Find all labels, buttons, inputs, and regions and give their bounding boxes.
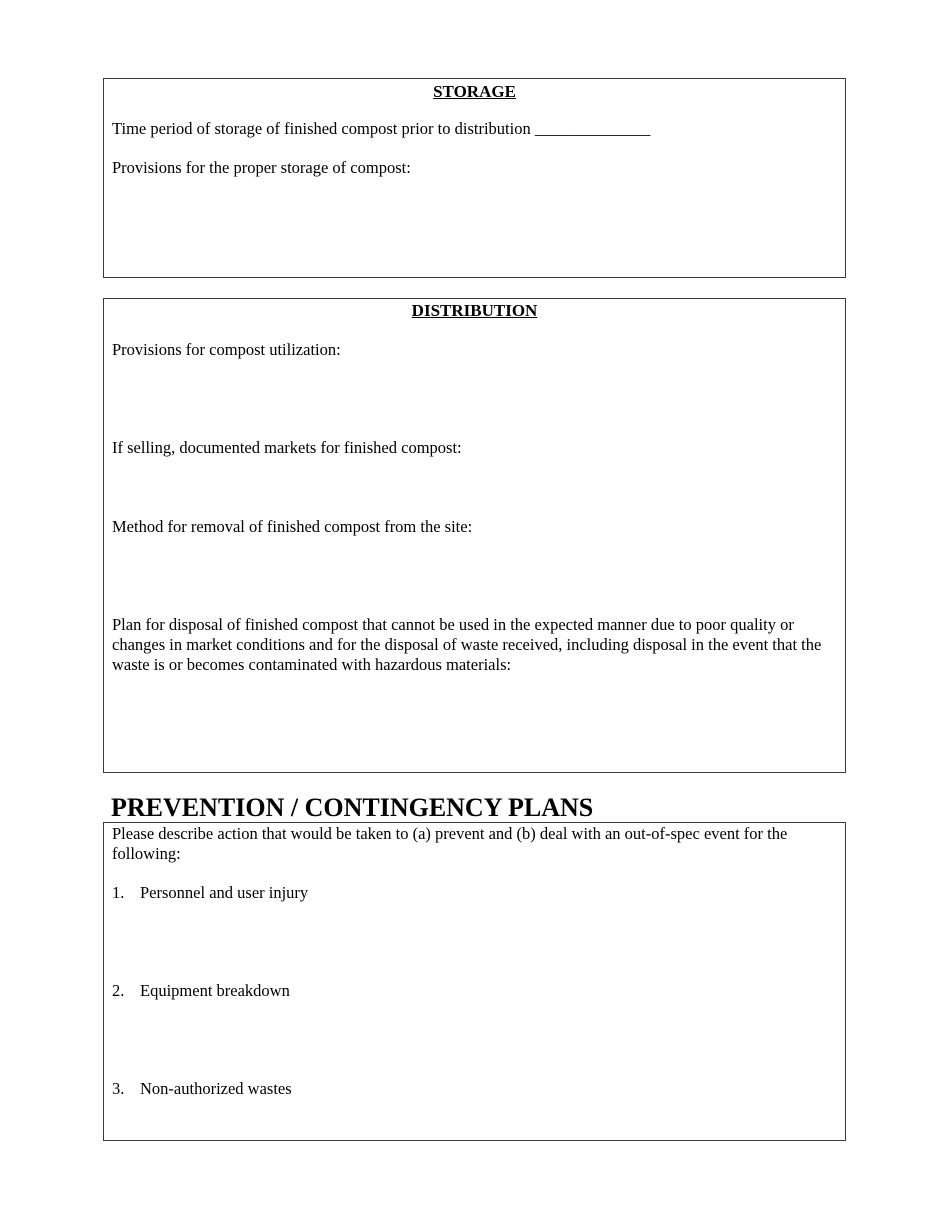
list-item-text: Non-authorized wastes [140, 1079, 292, 1098]
prevention-section [103, 822, 846, 1141]
storage-time-period-field[interactable]: Time period of storage of finished compost prior to distribution ______________ [112, 119, 651, 138]
prevention-heading: PREVENTION / CONTINGENCY PLANS [111, 793, 594, 822]
list-item-text: Equipment breakdown [140, 981, 290, 1000]
list-item-number: 2. [112, 981, 125, 1000]
distribution-markets-label: If selling, documented markets for finished compost: [112, 438, 462, 457]
distribution-utilization-label: Provisions for compost utilization: [112, 340, 341, 359]
prevention-intro: Please describe action that would be taken to (a) prevent and (b) deal with an out-of-spec event for the following: [112, 824, 792, 863]
distribution-section [103, 298, 846, 773]
list-item-number: 1. [112, 883, 125, 902]
distribution-removal-label: Method for removal of finished compost from the site: [112, 517, 473, 536]
storage-section [103, 78, 846, 278]
storage-provisions-label: Provisions for the proper storage of compost: [112, 158, 411, 177]
list-item-number: 3. [112, 1079, 125, 1098]
distribution-disposal-label: Plan for disposal of finished compost that cannot be used in the expected manner due to poor quality or changes in market conditions and for the disposal of waste received, including disposal in the event that the waste is or becomes contaminated with hazardous materials: [112, 615, 826, 674]
storage-title: STORAGE [433, 82, 516, 101]
distribution-title: DISTRIBUTION [411, 301, 538, 320]
list-item-text: Personnel and user injury [140, 883, 309, 902]
